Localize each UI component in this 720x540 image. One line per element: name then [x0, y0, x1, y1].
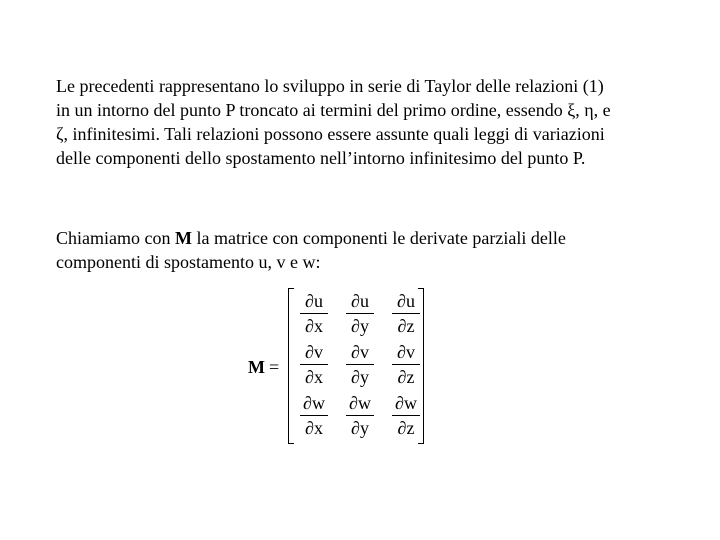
fraction-denominator: ∂z	[397, 367, 415, 387]
text-segment: la matrice con componenti le derivate parziali delle	[191, 228, 566, 248]
paragraph-line: in un intorno del punto P troncato ai termini del primo ordine, essendo ξ, η, e	[56, 100, 611, 120]
matrix-entry-partial-derivative	[296, 341, 332, 391]
fraction-denominator: ∂z	[397, 316, 415, 336]
fraction-numerator: ∂v	[397, 342, 415, 362]
equals-sign: =	[269, 357, 280, 377]
matrix-entry-partial-derivative	[388, 341, 424, 391]
fraction-numerator: ∂u	[351, 291, 369, 311]
paragraph-line: componenti di spostamento u, v e w:	[56, 252, 321, 272]
fraction-numerator: ∂w	[395, 393, 417, 413]
matrix-symbol: M	[248, 357, 265, 377]
fraction-numerator: ∂v	[351, 342, 369, 362]
fraction-denominator: ∂z	[397, 418, 415, 438]
matrix-entry-partial-derivative	[342, 392, 378, 442]
fraction-denominator: ∂y	[351, 316, 369, 336]
paragraph-line: delle componenti dello spostamento nell’intorno infinitesimo del punto P.	[56, 148, 586, 168]
fraction-denominator: ∂y	[351, 418, 369, 438]
matrix-entry-partial-derivative	[388, 290, 424, 340]
matrix-left-bracket	[288, 288, 294, 444]
fraction-numerator: ∂u	[305, 291, 323, 311]
matrix-entry-partial-derivative	[296, 290, 332, 340]
matrix-entry-partial-derivative	[388, 392, 424, 442]
matrix-entry-partial-derivative	[342, 290, 378, 340]
paragraph-matrix-intro	[56, 226, 696, 274]
matrix-cells	[296, 290, 420, 442]
fraction-denominator: ∂y	[351, 367, 369, 387]
fraction-numerator: ∂u	[397, 291, 415, 311]
fraction-denominator: ∂x	[305, 316, 323, 336]
fraction-bar	[346, 415, 374, 416]
fraction-numerator: ∂v	[305, 342, 323, 362]
paragraph-line	[56, 226, 696, 250]
fraction-bar	[392, 415, 420, 416]
fraction-bar	[300, 415, 328, 416]
paragraph-line: ζ, infinitesimi. Tali relazioni possono essere assunte quali leggi di variazioni	[56, 124, 605, 144]
jacobian-matrix	[288, 288, 424, 444]
matrix-entry-partial-derivative	[296, 392, 332, 442]
fraction-denominator: ∂x	[305, 367, 323, 387]
paragraph-line: Le precedenti rappresentano lo sviluppo in serie di Taylor delle relazioni (1)	[56, 76, 604, 96]
text-segment: Chiamiamo con	[56, 228, 175, 248]
fraction-denominator: ∂x	[305, 418, 323, 438]
fraction-bar	[392, 364, 420, 365]
fraction-bar	[300, 364, 328, 365]
fraction-bar	[346, 364, 374, 365]
fraction-bar	[346, 313, 374, 314]
fraction-bar	[392, 313, 420, 314]
matrix-symbol-inline: M	[174, 228, 192, 248]
fraction-numerator: ∂w	[349, 393, 371, 413]
matrix-equation-label	[248, 355, 279, 379]
matrix-entry-partial-derivative	[342, 341, 378, 391]
paragraph-taylor	[56, 74, 696, 170]
fraction-numerator: ∂w	[303, 393, 325, 413]
fraction-bar	[300, 313, 328, 314]
